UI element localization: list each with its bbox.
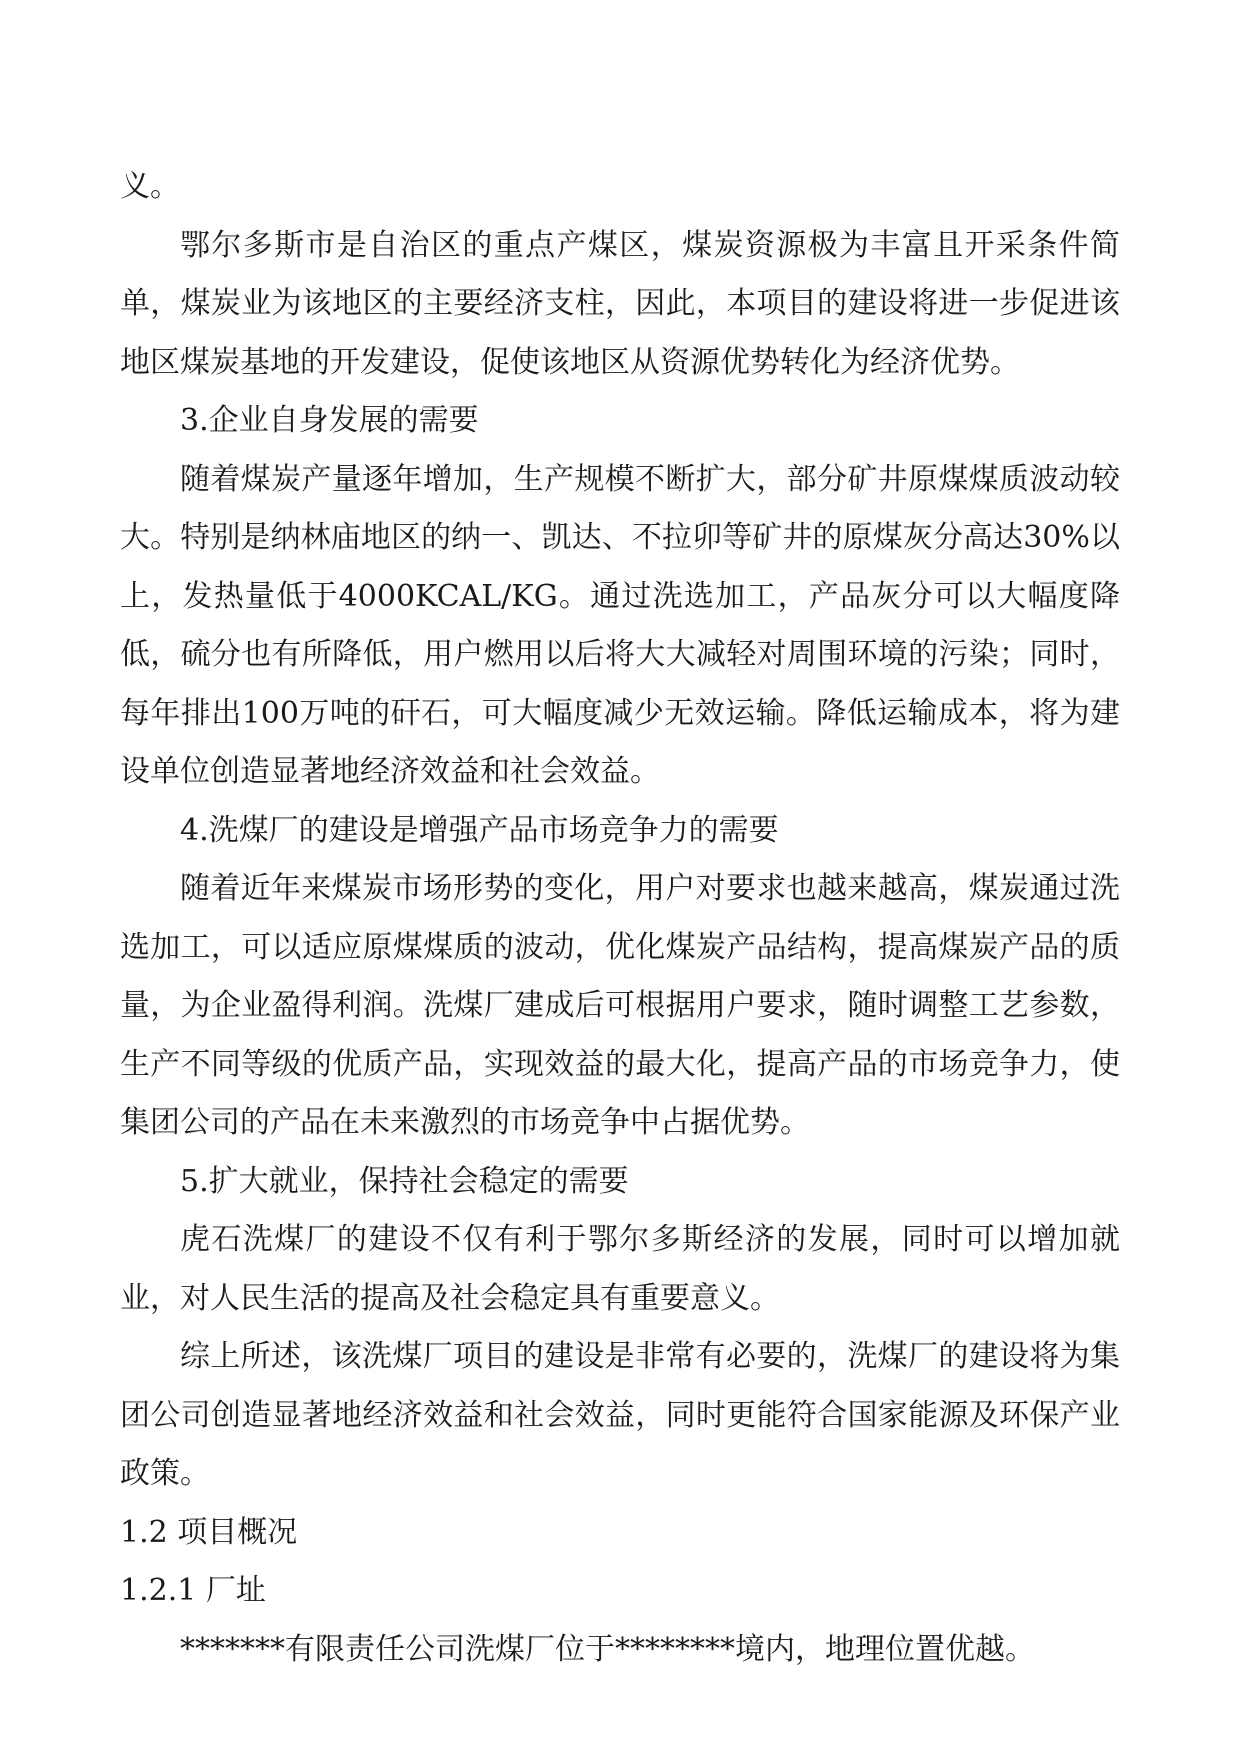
heading-project-overview: 1.2 项目概况 [120, 1514, 298, 1550]
paragraph-plant-location: *******有限责任公司洗煤厂位于********境内，地理位置优越。 [180, 1631, 1035, 1667]
heading-enterprise-development: 3.企业自身发展的需要 [180, 403, 479, 438]
paragraph-continuation: 义。 [120, 169, 180, 204]
paragraph-ordos-coal: 鄂尔多斯市是自治区的重点产煤区，煤炭资源极为丰富且开采条件简单，煤炭业为该地区的主要经济支柱，因此，本项目的建设将进一步促进该地区煤炭基地的开发建设，促使该地区从资源优势转化为经济优势。 [120, 227, 1120, 380]
heading-plant-site: 1.2.1 厂址 [120, 1573, 266, 1608]
paragraph-market-changes: 随着近年来煤炭市场形势的变化，用户对要求也越来越高，煤炭通过洗选加工，可以适应原煤煤质的波动，优化煤炭产品结构，提高煤炭产品的质量，为企业盈得利润。洗煤厂建成后可根据用户要求，随时调整工艺参数，生产不同等级的优质产品，实现效益的最大化，提高产品的市场竞争力，使集团公司的产品在未来激烈的市场竞争中占据优势。 [120, 871, 1120, 1140]
paragraph-coal-quality: 随着煤炭产量逐年增加，生产规模不断扩大，部分矿井原煤煤质波动较大。特别是纳林庙地区的纳一、凯达、不拉卯等矿井的原煤灰分高达30%以上，发热量低于4000KCAL/KG。通过洗选加工，产品灰分可以大幅度降低，硫分也有所降低，用户燃用以后将大大减轻对周围环境的污染；同时，每年排出100万吨的矸石，可大幅度减少无效运输。降低运输成本，将为建设单位创造显著地经济效益和社会效益。 [120, 461, 1120, 789]
heading-market-competitiveness: 4.洗煤厂的建设是增强产品市场竞争力的需要 [180, 812, 779, 848]
document-body [120, 158, 1120, 1679]
heading-employment: 5.扩大就业，保持社会稳定的需要 [180, 1163, 629, 1199]
paragraph-employment: 虎石洗煤厂的建设不仅有利于鄂尔多斯经济的发展，同时可以增加就业，对人民生活的提高及社会稳定具有重要意义。 [120, 1222, 1120, 1316]
paragraph-summary: 综上所述，该洗煤厂项目的建设是非常有必要的，洗煤厂的建设将为集团公司创造显著地经济效益和社会效益，同时更能符合国家能源及环保产业政策。 [120, 1339, 1120, 1491]
